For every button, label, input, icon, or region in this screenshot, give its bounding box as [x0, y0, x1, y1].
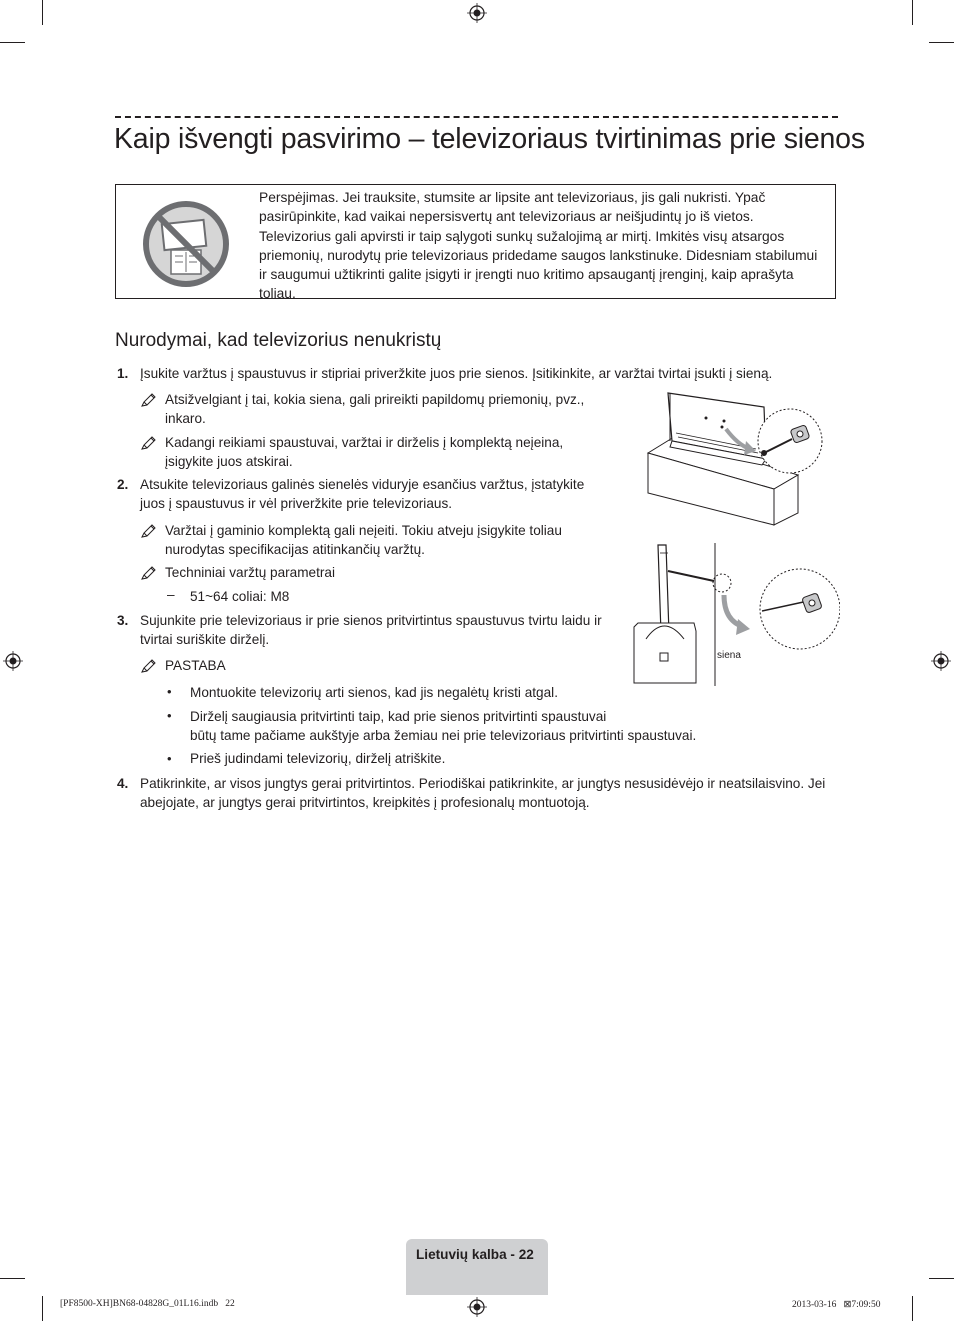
tv-back-with-bracket-icon — [646, 385, 836, 527]
wall-label: siena — [717, 650, 741, 661]
note-text: įsigykite juos atskirai. — [165, 454, 293, 469]
note-label: PASTABA — [165, 658, 226, 673]
page-number-label: Lietuvių kalba - 22 — [416, 1247, 534, 1262]
crop-mark-bottom-left-v — [42, 1296, 43, 1321]
note-text: Techniniai varžtų parametrai — [165, 565, 336, 580]
note-pencil-icon — [141, 393, 157, 407]
bullet-text: Dirželį saugiausia pritvirtinti taip, kad prie sienos pritvirtinti spaustuvai — [190, 709, 607, 724]
note-pencil-icon — [141, 659, 157, 673]
step-text: juos į spaustuvus ir vėl priveržkite prie televizoriaus. — [140, 496, 453, 511]
step-text: Įsukite varžtus į spaustuvus ir stipriai priveržkite juos prie sienos. Įsitikinkite, ar varžtai tvirtai įsukti į sieną. — [140, 366, 773, 381]
note-text: inkaro. — [165, 411, 206, 426]
bullet-text: Prieš judindami televizorių, dirželį atriškite. — [190, 751, 446, 766]
crop-mark-bottom-right-v — [912, 1296, 913, 1321]
step-number: 4. — [117, 776, 129, 791]
bullet-dot: • — [167, 708, 172, 723]
note-pencil-icon — [141, 524, 157, 538]
note-pencil-icon — [141, 566, 157, 580]
spec-text: 51~64 coliai: M8 — [190, 589, 290, 604]
bullet-text: būtų tame pačiame aukštyje arba žemiau nei prie televizoriaus pritvirtinti spaustuvai. — [190, 728, 697, 743]
step-number: 1. — [117, 366, 129, 381]
step-text: tvirtai suriškite dirželį. — [140, 632, 270, 647]
crop-mark-top-left-h — [0, 42, 25, 43]
page-title: Kaip išvengti pasvirimo – televizoriaus tvirtinimas prie sienos — [114, 123, 865, 155]
step-text: Atsukite televizoriaus galinės sienelės viduryje esančius varžtus, įstatykite — [140, 477, 585, 492]
warning-text: Perspėjimas. Jei trauksite, stumsite ar lipsite ant televizoriaus, jis gali nukristi. Ypač pasirūpinkite, kad vaikai nepersisvertų ant televizoriaus ar neišjudintų jo iš vietos. Televizorius gali apvirsti ir taip sąlygoti sunkų sužalojimą ar mirtį. Imkitės visų atsargos priemonių, nurodytų prie televizoriaus pridedame saugos lankstinuke. Didesniam stabilumui ir saugumui užtikrinti galite įsigyti ir įrengti nuo kritimo apsaugantį įrenginį, kaip aprašyta toliau. — [259, 190, 818, 302]
step-text: Patikrinkite, ar visos jungtys gerai pritvirtintos. Periodiškai patikrinkite, ar jungtys nesusidėvėjo ir neatsilaisvino. Jei — [140, 776, 826, 791]
note-text: nurodytas specifikacijas atitinkančių varžtų. — [165, 542, 425, 557]
note-text: Kadangi reikiami spaustuvai, varžtai ir dirželis į komplektą neįeina, — [165, 435, 564, 450]
bullet-dot: • — [167, 751, 172, 766]
spec-dash: – — [167, 587, 175, 602]
registration-mark-icon — [3, 651, 23, 671]
title-dashed-rule — [115, 116, 838, 118]
crop-mark-bottom-right-h — [929, 1278, 954, 1279]
step-text: Sujunkite prie televizoriaus ir prie sienos pritvirtintus spaustuvus tvirtu laidu ir — [140, 613, 602, 628]
registration-mark-icon — [467, 1297, 487, 1317]
crop-mark-bottom-left-h — [0, 1278, 25, 1279]
crop-mark-top-right-v — [912, 0, 913, 25]
section-title: Nurodymai, kad televizorius nenukristų — [115, 330, 442, 351]
registration-mark-icon — [931, 651, 951, 671]
print-file-info: [PF8500-XH]BN68-04828G_01L16.indb 22 — [60, 1299, 235, 1309]
bullet-dot: • — [167, 684, 172, 699]
note-text: Atsižvelgiant į tai, kokia siena, gali prireikti papildomų priemonių, pvz., — [165, 392, 585, 407]
bullet-text: Montuokite televizorių arti sienos, kad jis negalėtų kristi atgal. — [190, 685, 558, 700]
step-number: 2. — [117, 477, 129, 492]
registration-mark-icon — [467, 3, 487, 23]
no-tv-on-stand-icon — [141, 200, 231, 288]
note-text: Varžtai į gaminio komplektą gali neįeiti. Tokiu atveju įsigykite toliau — [165, 523, 562, 538]
tv-side-strap-to-wall-icon — [632, 543, 840, 686]
note-pencil-icon — [141, 436, 157, 450]
crop-mark-top-left-v — [42, 0, 43, 25]
step-number: 3. — [117, 613, 129, 628]
step-text: abejojate, ar jungtys gerai pritvirtintos, kreipkitės į profesionalų montuotoją. — [140, 795, 590, 810]
print-date-time: 2013-03-16 ⊠7:09:50 — [792, 1300, 881, 1310]
crop-mark-top-right-h — [929, 42, 954, 43]
warning-box — [115, 184, 836, 302]
